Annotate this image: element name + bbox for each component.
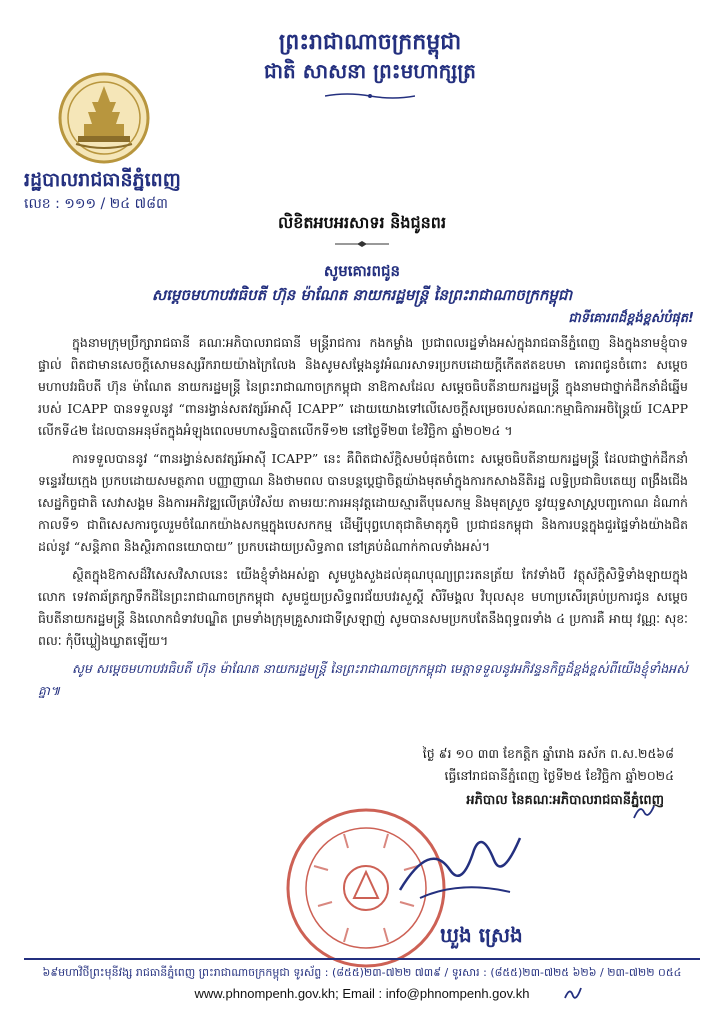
footer-divider <box>24 958 700 960</box>
body-paragraph-1: ក្នុងនាមក្រុមប្រឹក្សារាជធានី គណៈអភិបាលរាជធានី មន្ត្រីរាជការ កងកម្លាំង ប្រជាពលរដ្ឋទាំងអស់ក្នុងរាជធានីភ្នំពេញ និងក្នុងនាមខ្ញុំបាទផ្ទាល់ ពិតជាមានសេចក្តីសោមនស្សរីករាយយ៉ាងក្រៃលែង និងសូមសម្តែងនូវអំណរសាទរប្រកបដោយក្តីកើតឥតឧបមា គោរពជូនចំពោះ សម្តេចមហាបវរធិបតី ហ៊ុន ម៉ាណែត នាយករដ្ឋមន្ត្រី នៃព្រះរាជាណាចក្រកម្ពុជា នាឱកាសដែល សម្តេចធិបតីនាយករដ្ឋមន្ត្រី ក្នុងនាមជាថ្នាក់ដឹកនាំដ៏ឆ្នើមរបស់ ICAPP បានទទួលនូវ “ពានរង្វាន់សតវត្សរ៍អាស៊ី ICAPP” ដោយយោងទៅលើសេចក្តីសម្រេចរបស់គណៈកម្មាធិការអចិន្ត្រៃយ៍ ICAPP លើកទី៤២ ដែលបានអនុម័តក្នុងអំឡុងពេលមហាសន្និបាតលើកទី១២ នៅថ្ងៃទី២៣ ខែវិច្ឆិកា ឆ្នាំ២០២៤ ។ <box>38 335 688 438</box>
signer-name: ឃួង ស្រេង <box>440 923 523 947</box>
phnom-penh-seal-icon <box>58 72 150 164</box>
honorific-line: ជាទីគោរពដ៏ខ្ពង់ខ្ពស់បំផុត! <box>568 311 694 326</box>
reference-number: លេខ : ១១១ / ២៤ ៧៨៣ <box>24 196 168 212</box>
ornament-divider-icon <box>325 91 415 101</box>
kingdom-name: ព្រះរាជាណាចក្រកម្ពុជា <box>278 29 462 55</box>
footer-contact: www.phnompenh.gov.kh; Email : info@phnompenh.gov.kh <box>194 986 530 1001</box>
national-motto: ជាតិ សាសនា ព្រះមហាក្សត្រ <box>264 58 476 83</box>
body-paragraph-3: ស្ថិតក្នុងឱកាសដ៏វិសេសវិសាលនេះ យើងខ្ញុំទាំងអស់គ្នា សូមបួងសួងដល់គុណបុណ្យព្រះរតនត្រ័យ កែវទាំងបី វត្ថុស័ក្តិសិទ្ធិទាំងឡាយក្នុងលោក ទេវតាឆ័ត្រក្សាទឹកដីនៃព្រះរាជាណាចក្រកម្ពុជា សូមជួយប្រសិទ្ធពរជ័យបវរសួស្តី សិរីមង្គល វិបុលសុខ មហាប្រសើរគ្រប់ប្រការជូន សម្តេចធិបតីនាយករដ្ឋមន្ត្រី និងលោកជំទាវបណ្ឌិត ព្រមទាំងក្រុមគ្រួសារជាទីស្រឡាញ់ សូមបានសមប្រកបតែនឹងពុទ្ធពរទាំង ៤ ប្រការគឺ អាយុ វណ្ណៈ សុខៈ ពលៈ កុំបីឃ្លៀងឃ្លាតឡើយ។ <box>38 567 688 648</box>
kingdom-header <box>210 28 530 106</box>
issuer-name: រដ្ឋបាលរាជធានីភ្នំពេញ <box>24 169 181 191</box>
signer-title: អភិបាល នៃគណៈអភិបាលរាជធានីភ្នំពេញ <box>466 793 664 808</box>
document-title: លិខិតអបអរសាទរ និងជូនពរ <box>277 213 447 232</box>
footer-address: ៦៩មហាវិថីព្រះមុនីវង្ស រាជធានីភ្នំពេញ ព្រះរាជាណាចក្រកម្ពុជា ទូរស័ព្ទ : (៨៥៥)២៣-៧២២ ៧៣៩ / ទូរសារ : (៨៥៥)២៣-៧២៥ ៦២៦ / ២៣-៧២២ ០៥៤ <box>42 966 682 979</box>
addressee-name: សម្តេចមហាបវរធិបតី ហ៊ុន ម៉ាណែត នាយករដ្ឋមន្ត្រី នៃព្រះរាជាណាចក្រកម្ពុជា <box>151 286 573 304</box>
title-divider-icon <box>335 240 389 248</box>
handwritten-signature-icon <box>390 820 530 910</box>
footer-initial-icon <box>562 984 584 1004</box>
solar-date: ធ្វើនៅរាជធានីភ្នំពេញ ថ្ងៃទី២៥ ខែវិច្ឆិកា ឆ្នាំ២០២៤ <box>444 768 674 783</box>
body-paragraph-2: ការទទួលបាននូវ “ពានរង្វាន់សតវត្សរ៍អាស៊ី ICAPP” នេះ គឺពិតជាស័ក្តិសមបំផុតចំពោះ សម្តេចធិបតីនាយករដ្ឋមន្ត្រី ដែលជាថ្នាក់ដឹកនាំទន្ទេរវ័យក្មេង ប្រកបដោយសមត្ថភាព បញ្ញាញាណ និងថាមពល បានបន្តប្តេជ្ញាចិត្តយ៉ាងមុតមាំក្នុងការកសាងនីតិរដ្ឋ លទ្ធិប្រជាធិបតេយ្យ ពង្រឹងជើងសេដ្ឋកិច្ចជាតិ សេវាសង្គម និងការអភិវឌ្ឍលើគ្រប់វិស័យ តាមរយៈការអនុវត្តដោយស្មារតីបុរេសកម្ម និងមុតស្រួច នូវយុទ្ធសាស្ត្របញ្ចកោណ ដំណាក់កាលទី១ ជាពិសេសការចូលរួមចំណែកយ៉ាងសកម្មក្នុងបេសកកម្ម ដើម្បីបុព្វហេតុជាតិមាតុភូមិ ប្រជាជនកម្ពុជា និងការបន្តក្នុងជួរផ្ទៃទាំងយ៉ាងជិតដល់នូវ “សន្តិភាព និងស្ថិរភាពនយោបាយ” ប្រកបដោយប្រសិទ្ធភាព នៅគ្រប់ដំណាក់កាលទាំងអស់។ <box>38 451 688 554</box>
addressee-salutation: សូមគោរពជូន <box>323 262 401 280</box>
letter-body <box>38 332 688 708</box>
closing-paragraph: សូម សម្តេចមហាបវរធិបតី ហ៊ុន ម៉ាណែត នាយករដ្ឋមន្ត្រី នៃព្រះរាជាណាចក្រកម្ពុជា មេត្តាទទួលនូវអភិវន្ទនកិច្ចដ៏ខ្ពង់ខ្ពស់ពីយើងខ្ញុំទាំងអស់គ្នា៕ <box>38 661 688 698</box>
paraph-initial-icon <box>630 800 658 824</box>
lunar-date: ថ្ងៃ ៩រ ១០ ៣៣ ខែកត្តិក ឆ្នាំរោង ឆស័ក ព.ស.២៥៦៨ <box>422 746 674 761</box>
